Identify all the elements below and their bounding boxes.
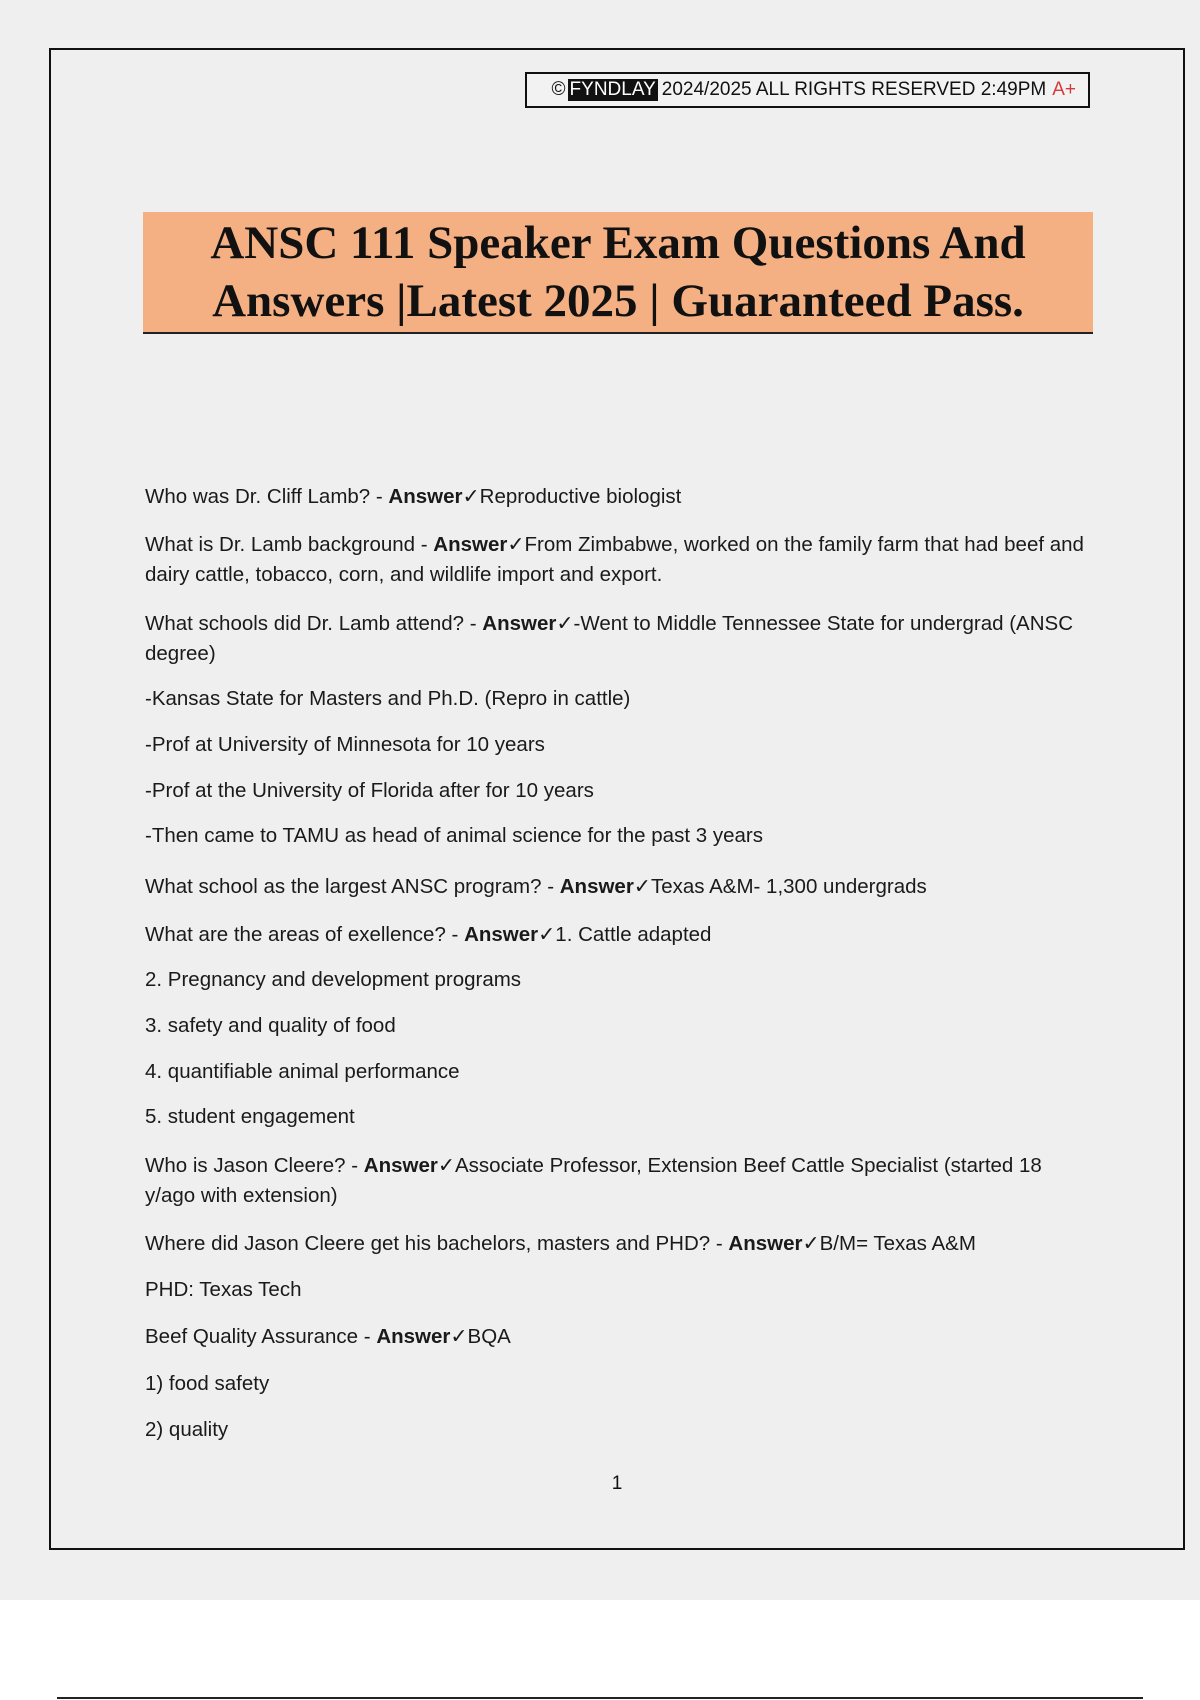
question-text: What are the areas of exellence? -	[145, 923, 465, 946]
next-page-divider	[57, 1697, 1143, 1699]
answer-text: B/M= Texas A&M	[819, 1232, 976, 1255]
answer-marker: Answer✓	[728, 1232, 820, 1255]
answer-marker: Answer✓	[388, 485, 480, 508]
answer-text: From Zimbabwe, worked on the family farm that had beef and dairy cattle, tobacco, corn, and wildlife import and export.	[145, 533, 1084, 586]
answer-marker: Answer✓	[482, 612, 574, 635]
list-line: -Prof at the University of Florida after for 10 years	[145, 779, 594, 802]
title-line-1: ANSC 111 Speaker Exam Questions And	[210, 217, 1026, 269]
answer-marker: Answer✓	[464, 923, 556, 946]
list-line: -Prof at University of Minnesota for 10 years	[145, 733, 545, 756]
question-text: Beef Quality Assurance -	[145, 1325, 377, 1348]
list-line: 4. quantifiable animal performance	[145, 1060, 460, 1083]
answer-text: BQA	[467, 1325, 511, 1348]
qa-entry	[145, 482, 1095, 512]
qa-entry	[145, 1322, 1095, 1352]
answer-text: 1. Cattle adapted	[555, 923, 712, 946]
answer-marker: Answer✓	[433, 533, 525, 556]
qa-entry	[145, 609, 1095, 669]
answer-text: -Went to Middle Tennessee State for undergrad (ANSC degree)	[145, 612, 1073, 665]
question-text: Who was Dr. Cliff Lamb? -	[145, 485, 389, 508]
page-number: 1	[611, 1473, 623, 1494]
list-line: -Kansas State for Masters and Ph.D. (Repro in cattle)	[145, 687, 631, 710]
copyright-header	[525, 72, 1090, 108]
title-line-2: Answers |Latest 2025 | Guaranteed Pass.	[212, 275, 1024, 327]
question-text: What school as the largest ANSC program? -	[145, 875, 560, 898]
question-text: Who is Jason Cleere? -	[145, 1154, 364, 1177]
brand-name: FYNDLAY	[569, 79, 656, 100]
answer-marker: Answer✓	[376, 1325, 468, 1348]
list-line: 5. student engagement	[145, 1105, 355, 1128]
answer-text: Reproductive biologist	[479, 485, 682, 508]
qa-entry	[145, 1151, 1095, 1211]
answer-text: Associate Professor, Extension Beef Cattle Specialist (started 18 y/ago with extension)	[145, 1154, 1042, 1207]
question-text: What schools did Dr. Lamb attend? -	[145, 612, 483, 635]
qa-entry	[145, 872, 1095, 902]
copyright-symbol: ©	[551, 79, 566, 100]
qa-entry	[145, 920, 1095, 950]
list-line: 1) food safety	[145, 1372, 270, 1395]
grade-badge: A+	[1052, 79, 1076, 100]
question-text: What is Dr. Lamb background -	[145, 533, 434, 556]
rights-text: 2024/2025 ALL RIGHTS RESERVED 2:49PM	[661, 79, 1047, 100]
qa-entry	[145, 530, 1095, 590]
question-text: Where did Jason Cleere get his bachelors, masters and PHD? -	[145, 1232, 729, 1255]
document-title	[143, 212, 1093, 334]
answer-marker: Answer✓	[363, 1154, 455, 1177]
qa-entry	[145, 1229, 1095, 1259]
list-line: 3. safety and quality of food	[145, 1014, 396, 1037]
answer-text: Texas A&M- 1,300 undergrads	[650, 875, 927, 898]
list-line: -Then came to TAMU as head of animal science for the past 3 years	[145, 824, 763, 847]
answer-marker: Answer✓	[559, 875, 651, 898]
list-line: PHD: Texas Tech	[145, 1278, 302, 1301]
list-line: 2. Pregnancy and development programs	[145, 968, 522, 991]
list-line: 2) quality	[145, 1418, 229, 1441]
